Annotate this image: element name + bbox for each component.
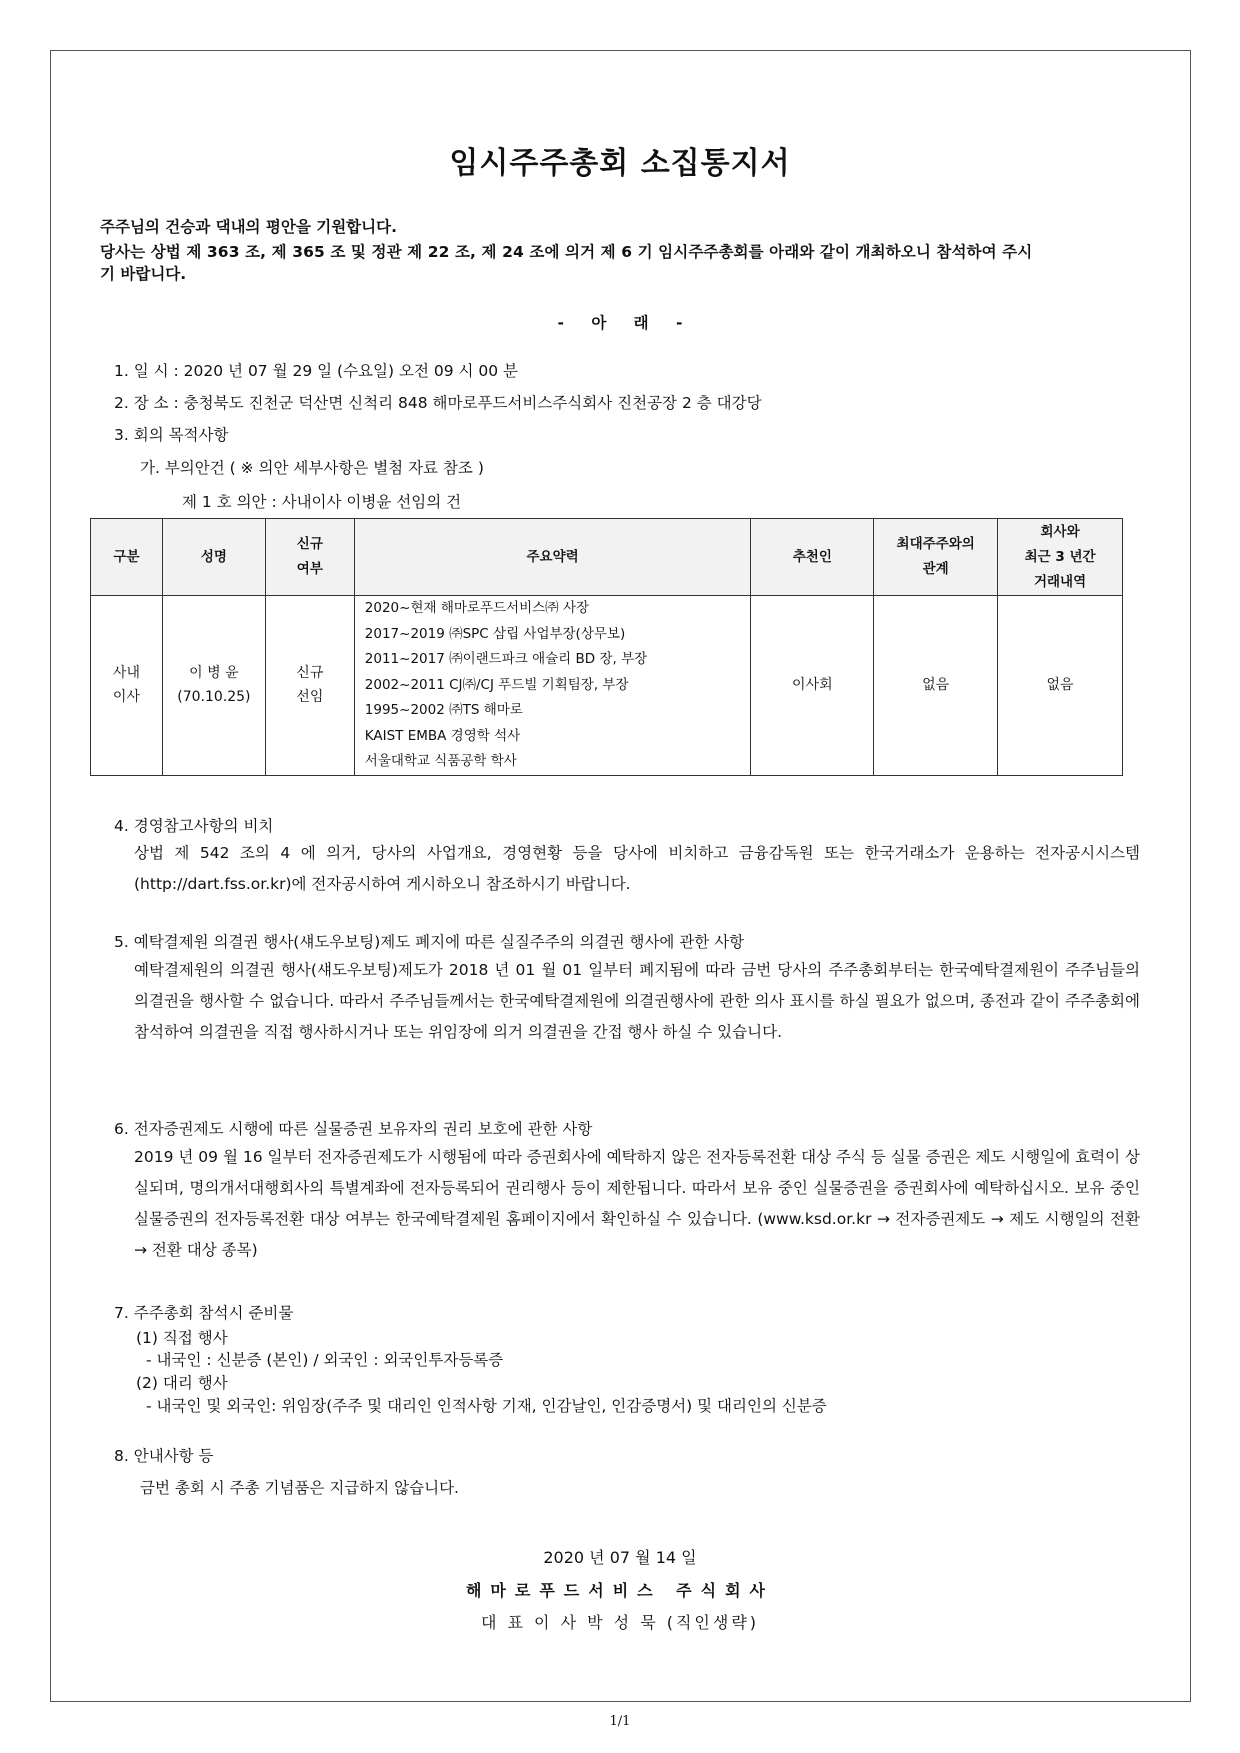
section-4-text: 상법 제 542 조의 4 에 의거, 당사의 사업개요, 경영현황 등을 당사에 비치하고 금융감독원 또는 한국거래소가 운용하는 전자공시시스템(http://dart.fss.or.kr)에 전자공시하여 게시하오니 참조하시기 바랍니다. [134,844,1140,893]
page-number: 1/1 [609,1714,631,1729]
header-new: 신규 여부 [265,519,354,596]
section-7-proxy: (2) 대리 행사 [136,1374,228,1392]
section-7-direct-detail: - 내국인 : 신분증 (본인) / 외국인 : 외국인투자등록증 [146,1351,504,1369]
career-line: KAIST EMBA 경영학 석사 [364,727,521,744]
cell-name: 이 병 윤 (70.10.25) [162,596,265,776]
cell-recommender: 이사회 [751,596,874,776]
section-7-proxy-detail: - 내국인 및 외국인: 위임장(주주 및 대리인 인적사항 기재, 인감날인, 인감증명서) 및 대리인의 신분증 [146,1397,827,1415]
item-3-agenda: 제 1 호 의안 : 사내이사 이병윤 선임의 건 [182,493,462,511]
section-7-heading: 7. 주주총회 참석시 준비물 [114,1304,294,1322]
career-line: 2002~2011 CJ㈜/CJ 푸드빌 기획팀장, 부장 [364,676,629,693]
section-5-heading: 5. 예탁결제원 의결권 행사(섀도우보팅)제도 폐지에 따른 실질주주의 의결권 행사에 관한 사항 [114,933,745,951]
company-name: 해마로푸드서비스 주식회사 [465,1581,775,1600]
career-line: 서울대학교 식품공학 학사 [364,753,517,769]
section-8-heading: 8. 안내사항 등 [114,1447,214,1465]
career-line: 2020~현재 해마로푸드서비스㈜ 사장 [364,600,590,616]
header-relation: 최대주주와의 관계 [874,519,998,596]
item-3-heading: 3. 회의 목적사항 [114,426,229,444]
below-marker: - 아 래 - [557,314,683,332]
career-line: 2017~2019 ㈜SPC 삼립 사업부장(상무보) [364,625,626,642]
cell-relation: 없음 [874,596,998,776]
section-7-direct: (1) 직접 행사 [136,1329,228,1347]
item-2-location: 2. 장 소 : 충청북도 진천군 덕산면 신척리 848 해마로푸드서비스주식회사 진천공장 2 층 대강당 [114,394,762,412]
item-3-subheading: 가. 부의안건 ( ※ 의안 세부사항은 별첨 자료 참조 ) [140,459,484,477]
header-category: 구분 [91,519,163,596]
cell-transactions: 없음 [998,596,1123,776]
candidate-table [90,518,1123,776]
section-5-text: 예탁결제원의 의결권 행사(섀도우보팅)제도가 2018 년 01 월 01 일부터 폐지됨에 따라 금번 당사의 주주총회부터는 한국예탁결제원이 주주님들의 의결권을 행사할 수 없습니다. 따라서 주주님들께서는 한국예탁결제원에 의결권행사에 관한 의사 표시를 하실 필요가 없으며, 종전과 같이 주주총회에 참석하여 의결권을 직접 행사하시거나 또는 위임장에 의거 의결권을 간접 행사 하실 수 있습니다. [134,961,1140,1041]
career-line: 2011~2017 ㈜이랜드파크 애슐리 BD 장, 부장 [364,651,648,667]
header-career: 주요약력 [354,519,751,596]
section-6-heading: 6. 전자증권제도 시행에 따른 실물증권 보유자의 권리 보호에 관한 사항 [114,1120,593,1138]
item-1-datetime: 1. 일 시 : 2020 년 07 월 29 일 (수요일) 오전 09 시 00 분 [114,362,519,380]
cell-category: 사내 이사 [91,596,163,776]
section-8-text: 금번 총회 시 주총 기념품은 지급하지 않습니다. [140,1479,459,1497]
header-name: 성명 [162,519,265,596]
document-title: 임시주주총회 소집통지서 [449,146,791,181]
greeting-line-2: 당사는 상법 제 363 조, 제 365 조 및 정관 제 22 조, 제 24 조에 의거 제 6 기 임시주주총회를 아래와 같이 개최하오니 참석하여 주시 [100,243,1033,261]
greeting-line-3: 기 바랍니다. [100,265,187,283]
career-line: 1995~2002 ㈜TS 해마로 [364,702,523,718]
greeting-line-1: 주주님의 건승과 댁내의 평안을 기원합니다. [100,218,397,236]
header-recommender: 추천인 [751,519,874,596]
section-6-text: 2019 년 09 월 16 일부터 전자증권제도가 시행됨에 따라 증권회사에 예탁하지 않은 전자등록전환 대상 주식 등 실물 증권은 제도 시행일에 효력이 상실되며, 명의개서대행회사의 특별계좌에 전자등록되어 권리행사 등이 제한됩니다. 따라서 보유 중인 실물증권을 증권회사에 예탁하십시오. 보유 중인 실물증권의 전자등록전환 대상 여부는 한국예탁결제원 홈페이지에서 확인하실 수 있습니다. (www.ksd.or.kr → 전자증권제도 → 제도 시행일의 전환 → 전환 대상 종목) [134,1148,1140,1259]
header-transactions: 회사와 최근 3 년간 거래내역 [998,519,1123,596]
table-row [91,596,1123,776]
section-4-heading: 4. 경영참고사항의 비치 [114,817,274,835]
ceo-signature-line: 대 표 이 사 박 성 묵 (직인생략) [480,1613,760,1632]
issue-date: 2020 년 07 월 14 일 [543,1548,697,1567]
table-header-row [91,519,1123,596]
cell-new: 신규 선임 [265,596,354,776]
cell-career [354,596,751,776]
